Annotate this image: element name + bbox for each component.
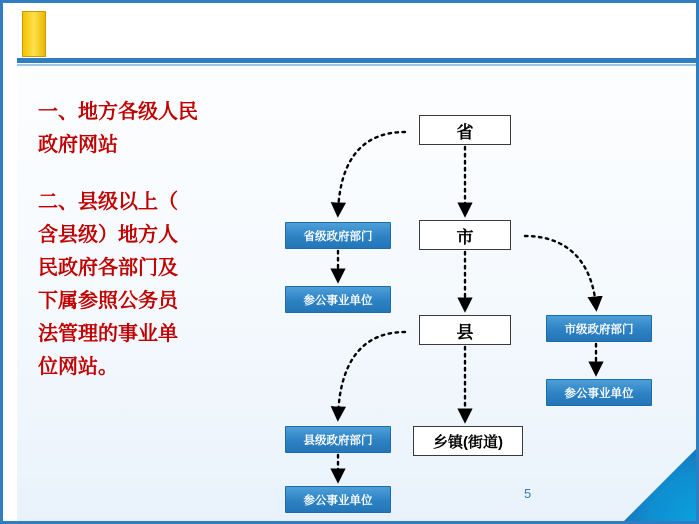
heading-block-1 [38, 96, 274, 162]
node-city-department[interactable]: 市级政府部门 [546, 315, 652, 342]
heading-line: 位网站。 [38, 356, 118, 378]
header-band [3, 3, 696, 60]
node-city[interactable]: 市 [419, 220, 511, 250]
heading-line: 法管理的事业单 [38, 323, 178, 345]
heading-line: 政府网站 [38, 134, 118, 156]
heading-line: 民政府各部门及 [38, 257, 178, 279]
header-divider-thin [17, 64, 696, 66]
headings-column [38, 96, 274, 384]
node-province[interactable]: 省 [419, 115, 511, 145]
node-township[interactable]: 乡镇(街道) [413, 426, 523, 456]
corner-fold-decoration [624, 449, 696, 521]
page-number: 5 [524, 486, 532, 501]
heading-block-2 [38, 186, 274, 384]
node-city-public-institution[interactable]: 参公事业单位 [546, 379, 652, 406]
heading-line: 一、地方各级人民 [38, 101, 198, 123]
node-province-public-institution[interactable]: 参公事业单位 [285, 286, 391, 313]
node-county-department[interactable]: 县级政府部门 [285, 426, 391, 453]
yellow-accent-bar [22, 11, 46, 57]
heading-line: 下属参照公务员 [38, 290, 178, 312]
left-white-margin [3, 3, 17, 521]
node-county-public-institution[interactable]: 参公事业单位 [285, 486, 391, 513]
corner-fold-fill [624, 449, 696, 521]
node-county[interactable]: 县 [419, 315, 511, 345]
header-divider [17, 58, 696, 63]
heading-line: 含县级）地方人 [38, 224, 178, 246]
heading-line: 二、县级以上（ [38, 191, 178, 213]
node-province-department[interactable]: 省级政府部门 [285, 222, 391, 249]
